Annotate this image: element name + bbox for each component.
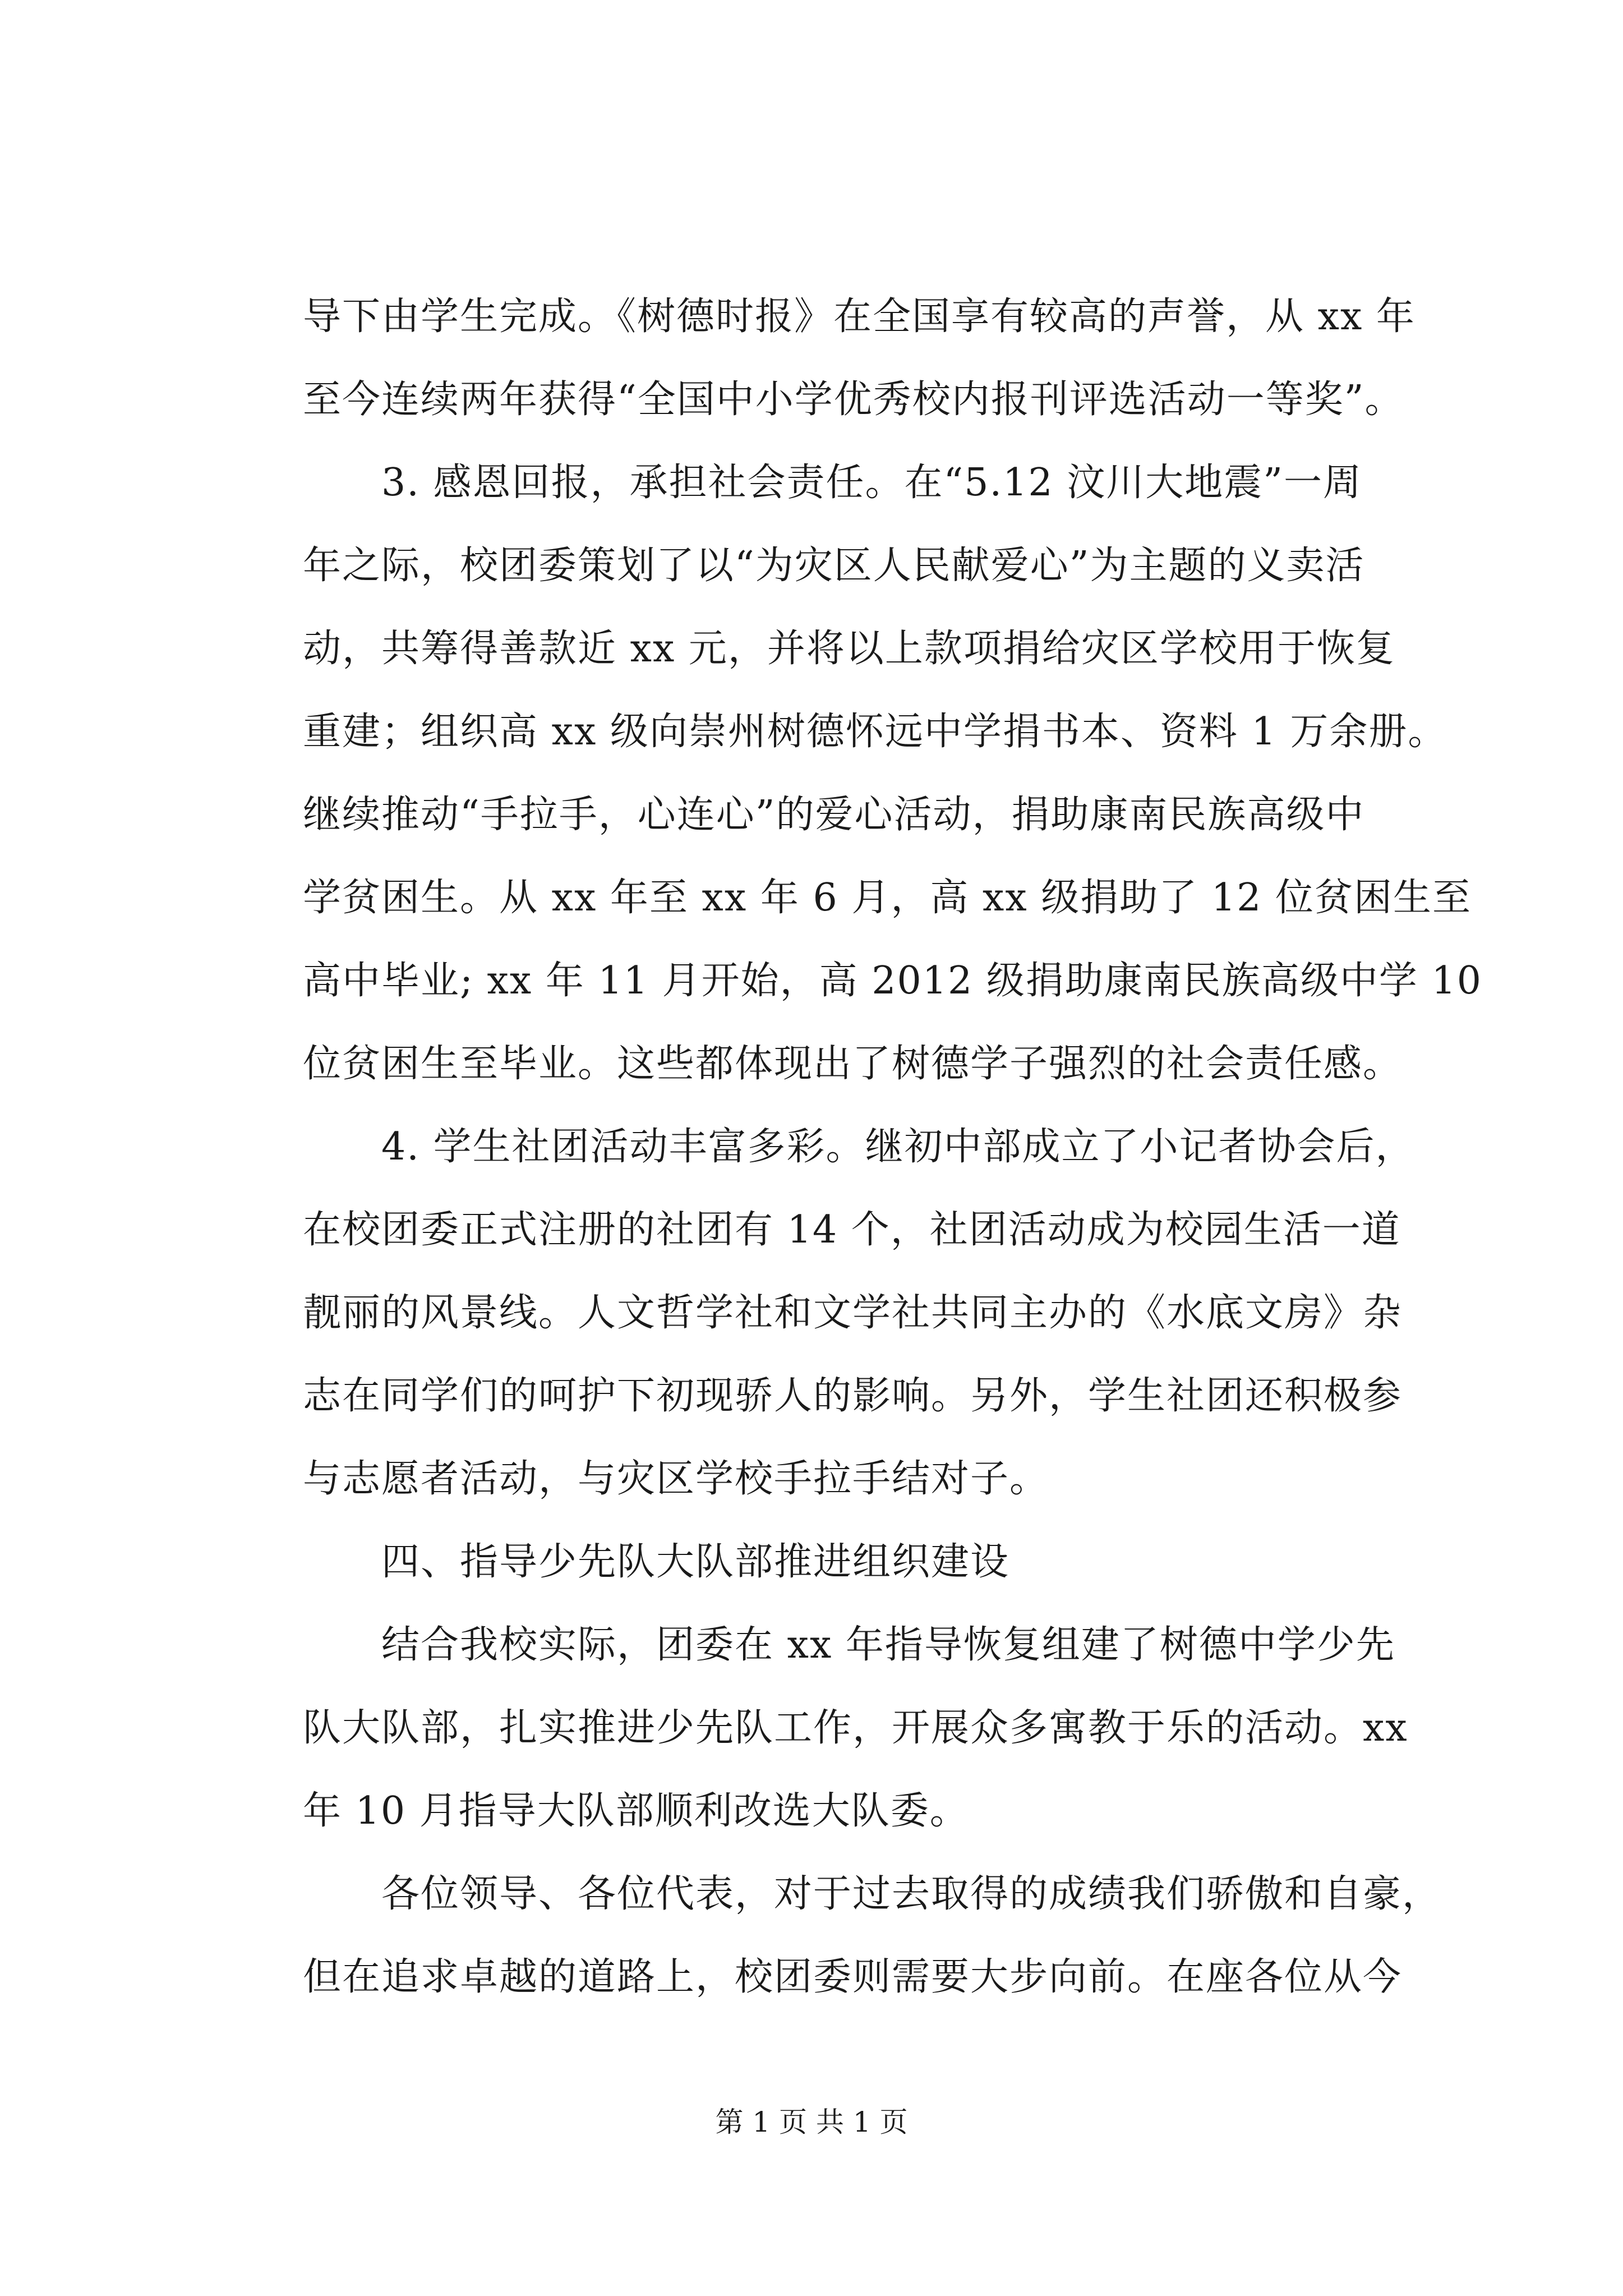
text-line: 志在同学们的呵护下初现骄人的影响。另外，学生社团还积极参 <box>303 1374 1403 1418</box>
text-line: 结合我校实际，团委在 xx 年指导恢复组建了树德中学少先 <box>303 1623 1395 1667</box>
text-line: 年 10 月指导大队部顺利改选大队委。 <box>303 1789 969 1833</box>
text-line: 3. 感恩回报，承担社会责任。在“5.12 汶川大地震”一周 <box>303 461 1363 505</box>
text-line: 重建；组织高 xx 级向崇州树德怀远中学捐书本、资料 1 万余册。 <box>303 710 1447 754</box>
text-line: 与志愿者活动，与灾区学校手拉手结对子。 <box>303 1457 1049 1501</box>
text-line: 4. 学生社团活动丰富多彩。继初中部成立了小记者协会后， <box>303 1125 1415 1169</box>
text-line: 在校团委正式注册的社团有 14 个，社团活动成为校园生活一道 <box>303 1208 1401 1252</box>
text-line: 靓丽的风景线。人文哲学社和文学社共同主办的《水底文房》杂 <box>303 1291 1403 1335</box>
text-line: 学贫困生。从 xx 年至 xx 年 6 月，高 xx 级捐助了 12 位贫困生至 <box>303 876 1472 920</box>
text-line: 动，共筹得善款近 xx 元，并将以上款项捐给灾区学校用于恢复 <box>303 627 1395 671</box>
text-line: 高中毕业; xx 年 11 月开始，高 2012 级捐助康南民族高级中学 10 <box>303 959 1483 1003</box>
section-heading: 四、指导少先队大队部推进组织建设 <box>303 1540 1010 1584</box>
text-line: 各位领导、各位代表，对于过去取得的成绩我们骄傲和自豪， <box>303 1872 1442 1916</box>
text-line: 位贫困生至毕业。这些都体现出了树德学子强烈的社会责任感。 <box>303 1042 1403 1086</box>
text-line: 年之际，校团委策划了以“为灾区人民献爱心”为主题的义卖活 <box>303 544 1365 588</box>
text-line: 导下由学生完成。《树德时报》在全国享有较高的声誉，从 xx 年 <box>303 295 1415 339</box>
text-line: 继续推动“手拉手，心连心”的爱心活动，捐助康南民族高级中 <box>303 793 1365 837</box>
text-line: 至今连续两年获得“全国中小学优秀校内报刊评选活动一等奖”。 <box>303 378 1404 422</box>
text-line: 但在追求卓越的道路上，校团委则需要大步向前。在座各位从今 <box>303 1955 1403 1999</box>
text-line: 队大队部，扎实推进少先队工作，开展众多寓教于乐的活动。xx <box>303 1706 1408 1750</box>
page-footer: 第 1 页 共 1 页 <box>715 2106 908 2138</box>
